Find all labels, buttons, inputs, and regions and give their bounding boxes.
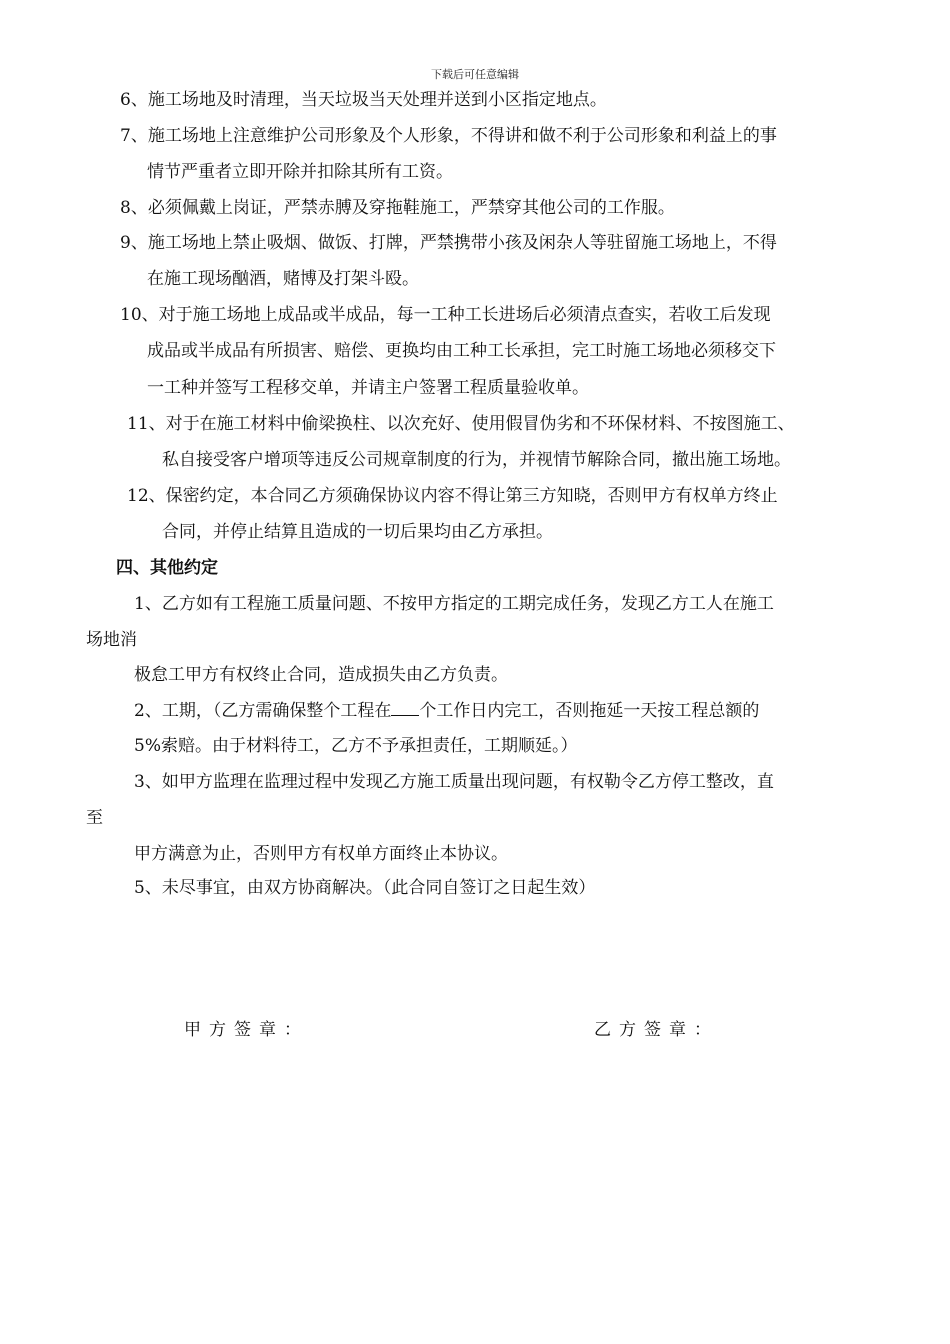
rule-item-7-line2: 情节严重者立即开除并扣除其所有工资。 [147,162,453,182]
clause-3-line1: 3、如甲方监理在监理过程中发现乙方施工质量出现问题，有权勒令乙方停工整改，直 [134,772,774,792]
party-a-signature-label: 甲方签章： [184,1020,309,1040]
clause-3-line3: 甲方满意为止，否则甲方有权单方面终止本协议。 [134,844,508,864]
rule-item-11-line2: 私自接受客户增项等违反公司规章制度的行为，并视情节解除合同，撤出施工场地。 [162,450,791,470]
clause-3-line2: 至 [86,808,103,828]
clause-1-line3: 极怠工甲方有权终止合同，造成损失由乙方负责。 [134,665,508,685]
rule-item-7-line1: 7、施工场地上注意维护公司形象及个人形象，不得讲和做不利于公司形象和利益上的事 [120,126,777,146]
rule-item-10-line3: 一工种并签写工程移交单，并请主户签署工程质量验收单。 [147,378,589,398]
rule-item-9-line1: 9、施工场地上禁止吸烟、做饭、打牌，严禁携带小孩及闲杂人等驻留施工场地上，不得 [120,233,777,253]
rule-item-10-line2: 成品或半成品有所损害、赔偿、更换均由工种工长承担，完工时施工场地必须移交下 [147,341,776,361]
rule-item-11-line1: 11、对于在施工材料中偷梁换柱、以次充好、使用假冒伪劣和不环保材料、不按图施工、 [127,414,795,434]
clause-1-line1: 1、乙方如有工程施工质量问题、不按甲方指定的工期完成任务，发现乙方工人在施工 [134,594,774,614]
clause-2-text-b: 个工作日内完工，否则拖延一天按工程总额的 [419,701,760,721]
rule-item-10-line1: 10、对于施工场地上成品或半成品，每一工种工长进场后必须清点查实，若收工后发现 [120,305,771,325]
clause-2-line1 [134,699,759,722]
clause-1-line2: 场地消 [86,630,137,650]
rule-item-8: 8、必须佩戴上岗证，严禁赤膊及穿拖鞋施工，严禁穿其他公司的工作服。 [120,198,675,218]
rule-item-9-line2: 在施工现场酗酒，赌博及打架斗殴。 [147,269,419,289]
rule-item-12-line2: 合同，并停止结算且造成的一切后果均由乙方承担。 [162,522,553,542]
clause-5: 5、未尽事宜，由双方协商解决。（此合同自签订之日起生效） [134,878,596,898]
clause-2-line2: 5%索赔。由于材料待工，乙方不予承担责任，工期顺延。） [134,736,578,756]
page-header: 下载后可任意编辑 [431,68,519,81]
party-b-signature-label: 乙方签章： [594,1020,719,1040]
clause-2-text-a: 2、工期，（乙方需确保整个工程在 [134,701,392,721]
section-4-title: 四、其他约定 [116,558,218,578]
rule-item-12-line1: 12、保密约定，本合同乙方须确保协议内容不得让第三方知晓，否则甲方有权单方终止 [127,486,778,506]
rule-item-6: 6、施工场地及时清理，当天垃圾当天处理并送到小区指定地点。 [120,90,607,110]
workdays-blank [391,699,419,716]
